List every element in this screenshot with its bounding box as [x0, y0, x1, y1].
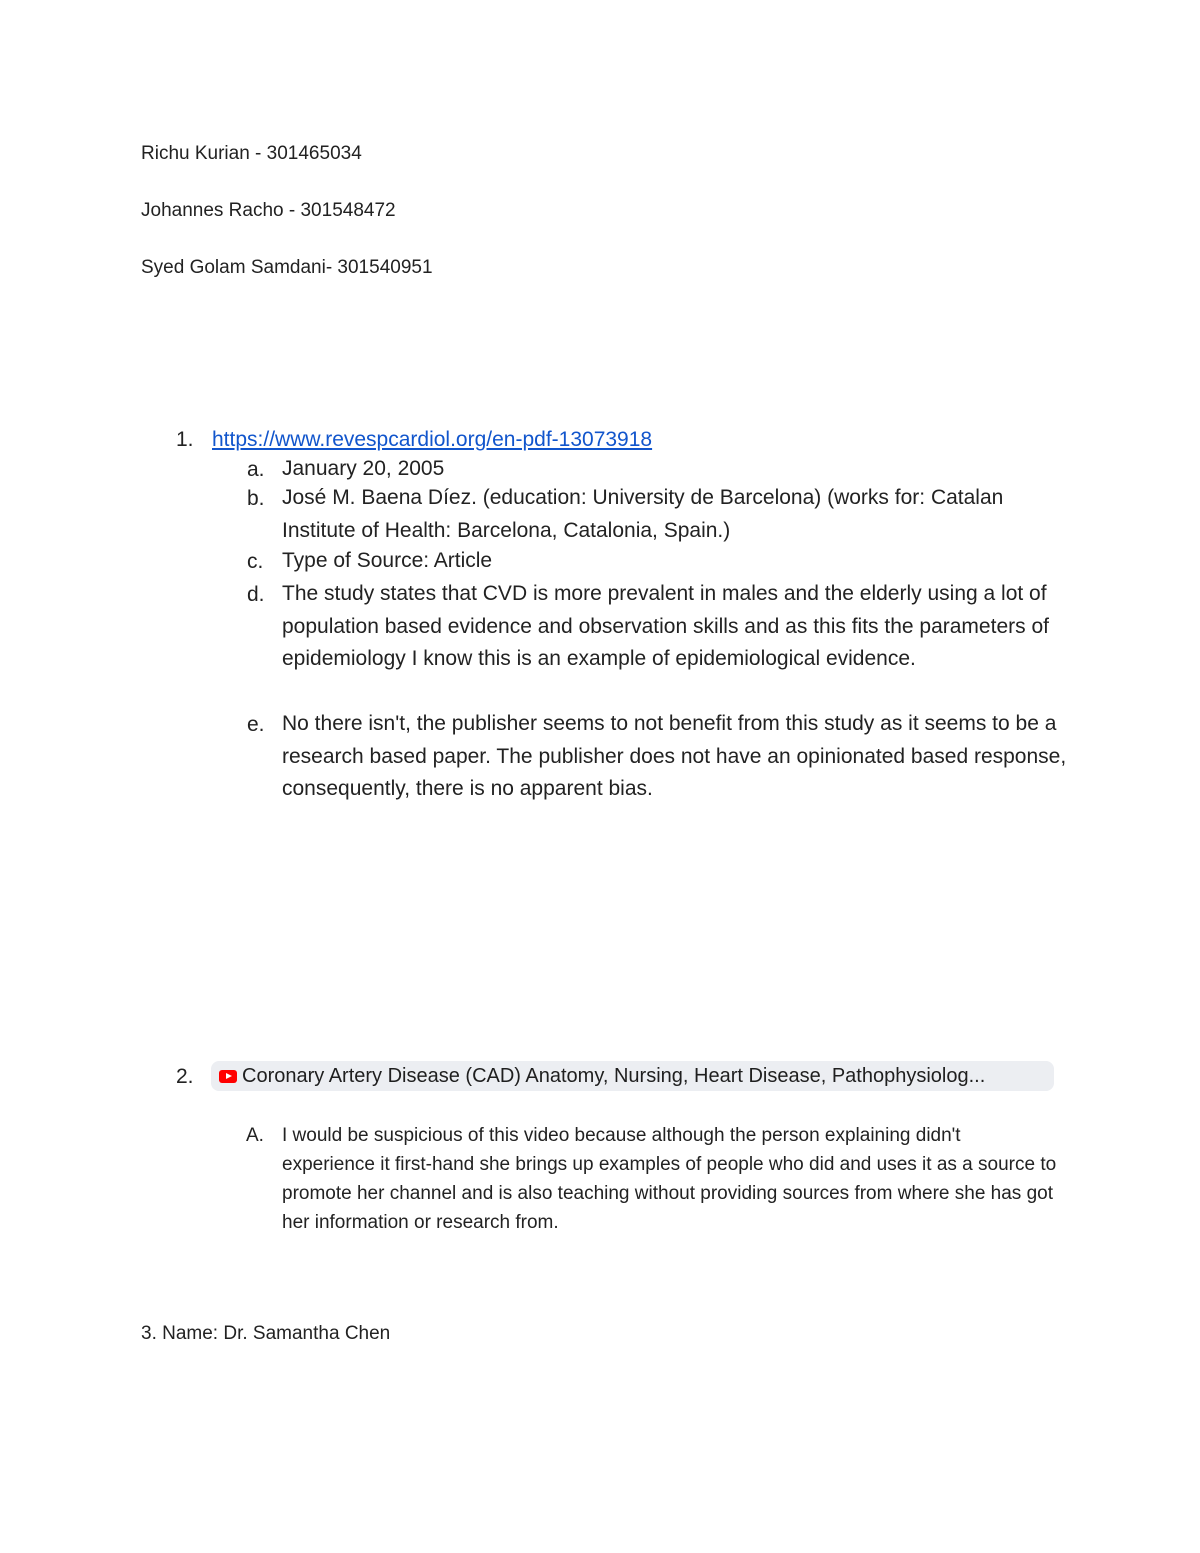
- subitem-e-text: No there isn't, the publisher seems to not benefit from this study as it seems to be a research based paper. The publisher does not have an opinionated based response, consequently, there is no apparent bias.: [282, 712, 1067, 800]
- subitem-d-marker: d.: [247, 583, 265, 606]
- youtube-icon: [219, 1070, 237, 1083]
- subitem-a-marker: a.: [247, 458, 265, 481]
- author-line-2: Johannes Racho - 301548472: [141, 200, 396, 221]
- subitem-d-text: The study states that CVD is more prevalent in males and the elderly using a lot of population based evidence and observation skills and as this fits the parameters of epidemiology I know this is an example of epidemiological evidence.: [282, 582, 1049, 670]
- subitem-e-marker: e.: [247, 713, 265, 736]
- author-line-3: Syed Golam Samdani- 301540951: [141, 257, 433, 278]
- subitem-c-text: Type of Source: Article: [282, 549, 493, 572]
- item-3-name: 3. Name: Dr. Samantha Chen: [141, 1323, 391, 1344]
- video-link-chip[interactable]: [211, 1061, 1054, 1091]
- list-number-2: 2.: [176, 1065, 194, 1088]
- subitem-b-text: José M. Baena Díez. (education: University de Barcelona) (works for: Catalan Institute of Health: Barcelona, Catalonia, Spain.): [282, 486, 1004, 542]
- subitem-a-text: January 20, 2005: [282, 457, 445, 480]
- subitem-c-marker: c.: [247, 550, 264, 573]
- answer-a-text: I would be suspicious of this video because although the person explaining didn't experience it first-hand she brings up examples of people who did and uses it as a source to promote her channel and is also teaching without providing sources from where she has got her information or research from.: [282, 1125, 1057, 1233]
- list-number-1: 1.: [176, 428, 194, 451]
- subitem-b-marker: b.: [247, 487, 265, 510]
- answer-a-marker: A.: [246, 1125, 264, 1146]
- video-title: Coronary Artery Disease (CAD) Anatomy, Nursing, Heart Disease, Pathophysiolog...: [242, 1064, 986, 1087]
- author-line-1: Richu Kurian - 301465034: [141, 143, 362, 164]
- source-link[interactable]: https://www.revespcardiol.org/en-pdf-13073918: [212, 428, 653, 451]
